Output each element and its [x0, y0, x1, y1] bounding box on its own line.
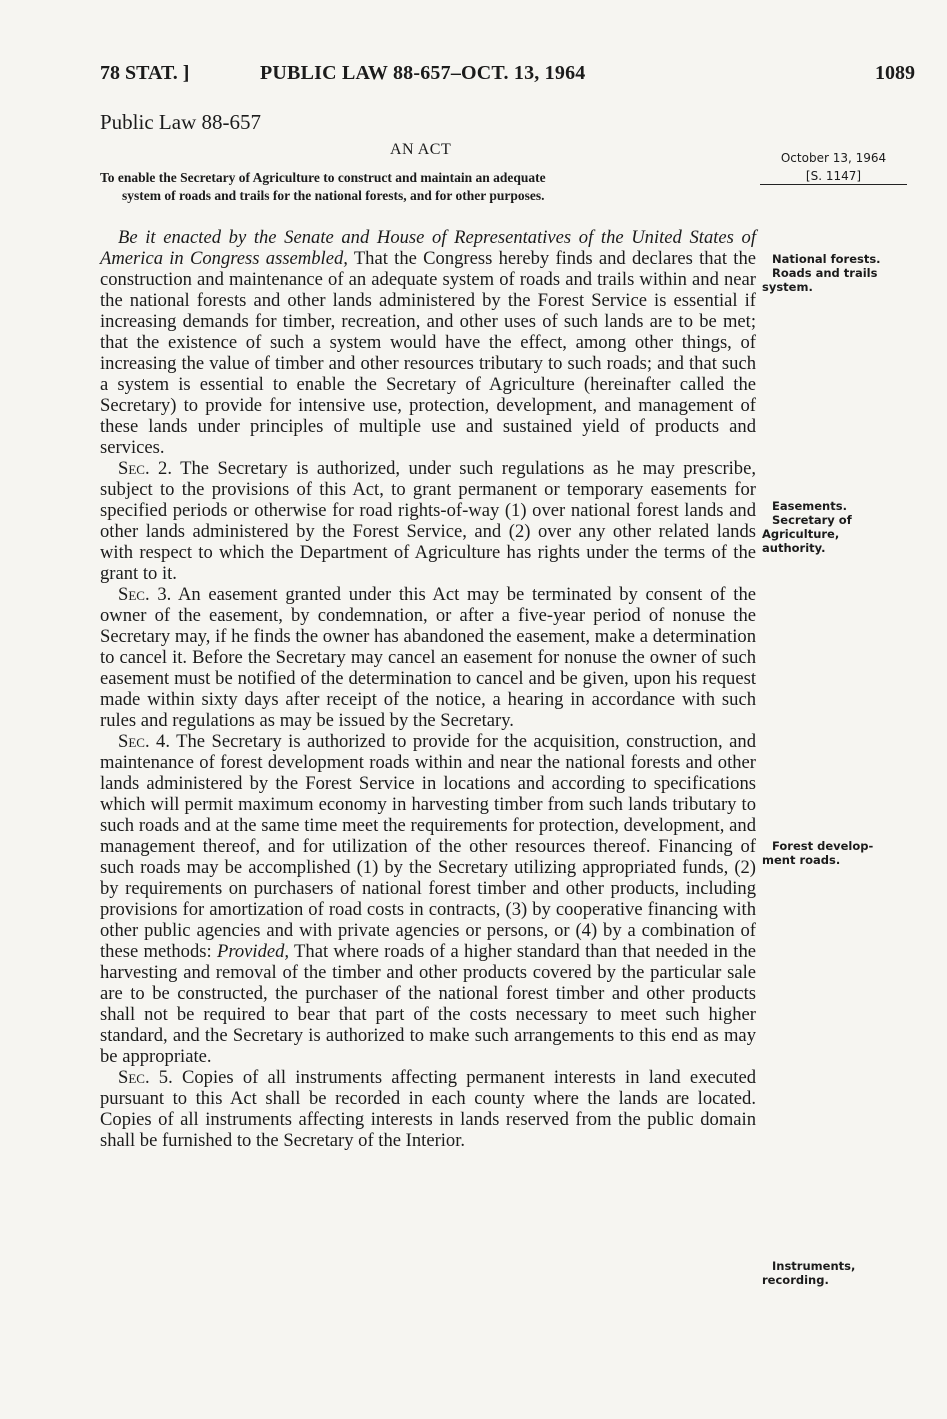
margin-date-block: [760, 150, 907, 185]
law-reference: PUBLIC LAW 88-657–OCT. 13, 1964: [260, 62, 586, 84]
law-title: Public Law 88-657: [100, 110, 261, 134]
margin-note-line: Roads and trails: [772, 266, 878, 280]
margin-note-line: Forest develop-: [772, 839, 874, 853]
section-2-text: The Secretary is authorized, under such regulations as he may prescribe, subject to the provisions of this Act, to grant permanent or temporary easements for specified periods or otherwise for road rights-of-way (1) over national forest lands and other lands administered by the Forest Service, and (2) over any other related lands with respect to which the Department of Agriculture has rights under the terms of the grant to it.: [100, 458, 757, 584]
section-3-label: Sec. 3.: [118, 584, 172, 605]
running-header: [100, 62, 915, 94]
section-4-text-b: That where roads of a higher standard than that needed in the harvesting and removal of the timber and other products covered by the particular sale are to be constructed, the purchaser of the national forest timber and other products shall not be required to bear that part of the costs necessary to meet such higher standard, and the Secretary is authorized to make such arrangements to this end as may be appropriate.: [100, 941, 756, 1067]
section-1: [100, 227, 756, 458]
margin-note-line: Easements.: [772, 499, 847, 513]
margin-note-line: Instruments,: [772, 1259, 856, 1273]
margin-note-line: system.: [762, 280, 813, 294]
section-3: [100, 584, 756, 731]
section-4-proviso: Provided,: [216, 941, 290, 962]
margin-note-line: National forests.: [772, 252, 881, 266]
section-1-text: That the Congress hereby finds and declares that the construction and maintenance of an adequate system of roads and trails within and near the national forests and other lands administered by the Forest Service is essential if increasing demands for timber, recreation, and other uses of such lands are to be met; that the existence of such a system would have the effect, among other things, of increasing the value of timber and other resources tributary to such roads; and that such a system is essential to enable the Secretary of Agriculture (hereinafter called the Secretary) to provide for intensive use, protection, development, and management of these lands under principles of multiple use and sustained yield of products and services.: [100, 248, 756, 458]
margin-note-line: recording.: [762, 1273, 829, 1287]
section-4-text-a: The Secretary is authorized to provide for the acquisition, construction, and maintenance of forest development roads within and near the national forests and other lands administered by the Forest Service in locations and according to specifications which will permit maximum economy in harvesting timber from such lands tributary to such roads and at the same time meet the requirements for protection, development, and management thereof, and for utilization of the other resources thereof. Financing of such roads may be accomplished (1) by the Secretary utilizing appropriated funds, (2) by requirements on purchasers of national forest timber and other products, including provisions for amortization of road costs in contracts, (3) by cooperative financing with other public agencies and with private agencies or persons, or (4) by a combination of these methods:: [100, 731, 756, 962]
section-5-text: Copies of all instruments affecting permanent interests in land executed pursuant to this Act shall be recorded in each county where the lands are located. Copies of all instruments affecting interests in lands reserved from the public domain shall be furnished to the Secretary of the Interior.: [100, 1067, 757, 1151]
margin-note-instruments: [762, 1259, 912, 1287]
subtitle-line-2: system of roads and trails for the national forests, and for other purposes.: [122, 188, 545, 203]
statute-volume: 78 STAT. ]: [100, 62, 190, 84]
section-5-label: Sec. 5.: [118, 1067, 173, 1088]
section-3-text: An easement granted under this Act may be terminated by consent of the owner of the easement, by condemnation, or after a five-year period of nonuse the Secretary may, if he finds the owner has abandoned the easement, make a determination to cancel it. Before the Secretary may cancel an easement for nonuse the owner of such easement must be notified of the determination to cancel and be given, upon his request made within sixty days after receipt of the notice, a hearing in accordance with such rules and regulations as may be issued by the Secretary.: [100, 584, 756, 731]
act-subtitle: [100, 169, 755, 205]
margin-note-line: Secretary of: [772, 513, 852, 527]
bill-number: [S. 1147]: [760, 168, 907, 185]
enacting-clause: Be it enacted by the Senate and House of Representatives of the United States of America in Congress assembled,: [100, 227, 756, 269]
act-body: [100, 227, 756, 1151]
section-4-label: Sec. 4.: [118, 731, 171, 752]
margin-note-line: authority.: [762, 541, 826, 555]
margin-note-line: ment roads.: [762, 853, 841, 867]
subtitle-line-1: To enable the Secretary of Agriculture to construct and maintain an adequate: [100, 170, 546, 185]
section-2-label: Sec. 2.: [118, 458, 172, 479]
section-2: [100, 458, 756, 584]
enactment-date: October 13, 1964: [780, 151, 887, 165]
margin-note-national-forests: [762, 252, 912, 294]
act-label: AN ACT: [390, 141, 452, 158]
section-4: [100, 731, 756, 1067]
margin-note-easements: [762, 499, 912, 555]
margin-note-line: Agriculture,: [762, 527, 840, 541]
margin-note-forest-development: [762, 839, 912, 867]
section-5: [100, 1067, 756, 1151]
page-number: 1089: [875, 62, 915, 84]
